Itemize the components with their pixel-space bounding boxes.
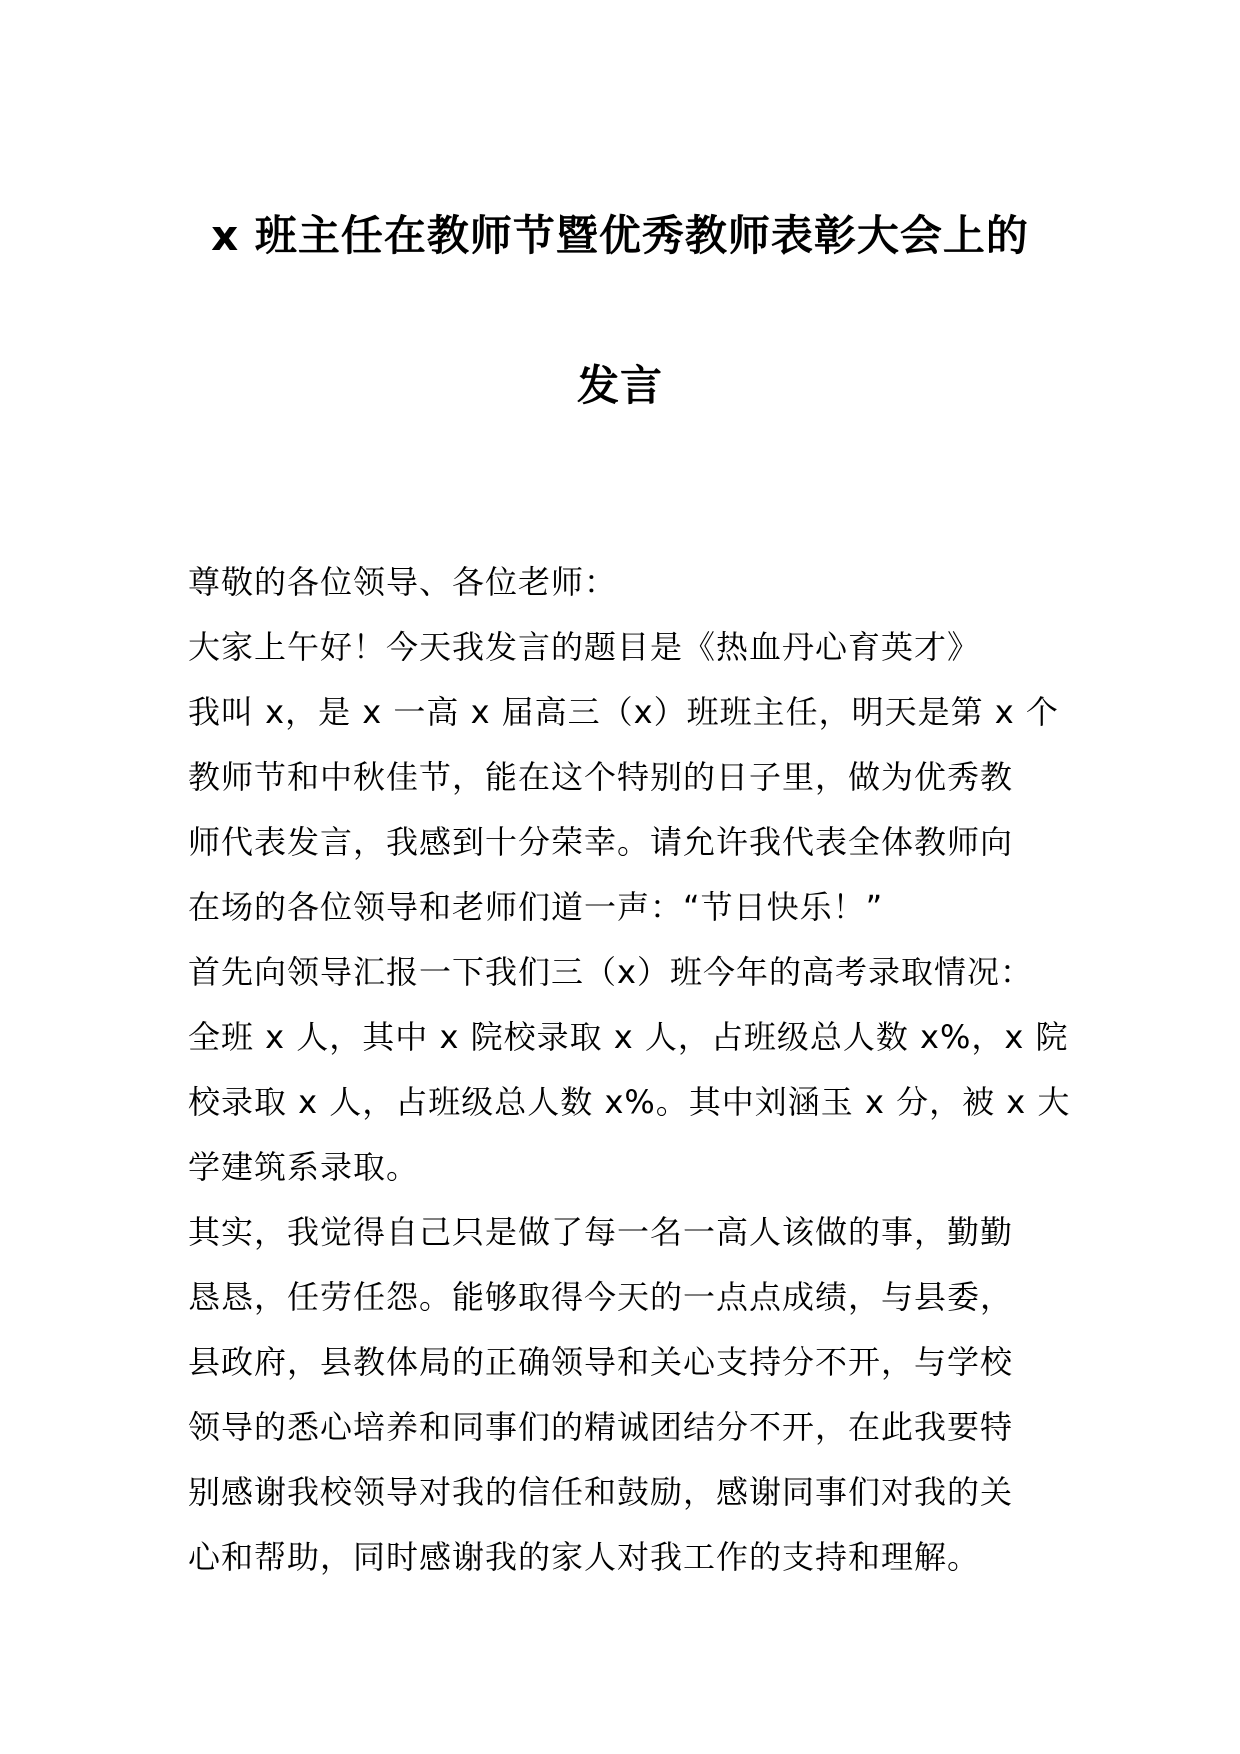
- body-line: 其实，我觉得自己只是做了每一名一高人该做的事，勤勤: [188, 1213, 1014, 1251]
- document-body: [188, 550, 1071, 1590]
- body-line: 尊敬的各位领导、各位老师：: [188, 563, 618, 601]
- body-line: 心和帮助，同时感谢我的家人对我工作的支持和理解。: [188, 1538, 981, 1576]
- body-line: 校录取 x 人，占班级总人数 x%。其中刘涵玉 x 分，被 x 大: [188, 1083, 1071, 1121]
- body-line: 别感谢我校领导对我的信任和鼓励，感谢同事们对我的关: [188, 1473, 1014, 1511]
- body-line: 师代表发言，我感到十分荣幸。请允许我代表全体教师向: [188, 823, 1014, 861]
- body-line: 领导的悉心培养和同事们的精诚团结分不开，在此我要特: [188, 1408, 1014, 1446]
- body-line: 教师节和中秋佳节，能在这个特别的日子里，做为优秀教: [188, 758, 1014, 796]
- body-line: 大家上午好！今天我发言的题目是《热血丹心育英才》: [188, 628, 981, 666]
- body-line: 首先向领导汇报一下我们三（x）班今年的高考录取情况：: [188, 953, 1033, 991]
- body-line: 我叫 x，是 x 一高 x 届高三（x）班班主任，明天是第 x 个: [188, 693, 1059, 731]
- body-line: 县政府，县教体局的正确领导和关心支持分不开，与学校: [188, 1343, 1014, 1381]
- body-line: 学建筑系录取。: [188, 1148, 420, 1186]
- body-line: 全班 x 人，其中 x 院校录取 x 人，占班级总人数 x%，x 院: [188, 1018, 1069, 1056]
- document-title-line-1: x 班主任在教师节暨优秀教师表彰大会上的: [211, 211, 1029, 260]
- document-title-line-2: 发言: [576, 361, 663, 410]
- body-line: 恳恳，任劳任怨。能够取得今天的一点点成绩，与县委，: [188, 1278, 1014, 1316]
- body-line: 在场的各位领导和老师们道一声：“节日快乐！”: [188, 888, 884, 926]
